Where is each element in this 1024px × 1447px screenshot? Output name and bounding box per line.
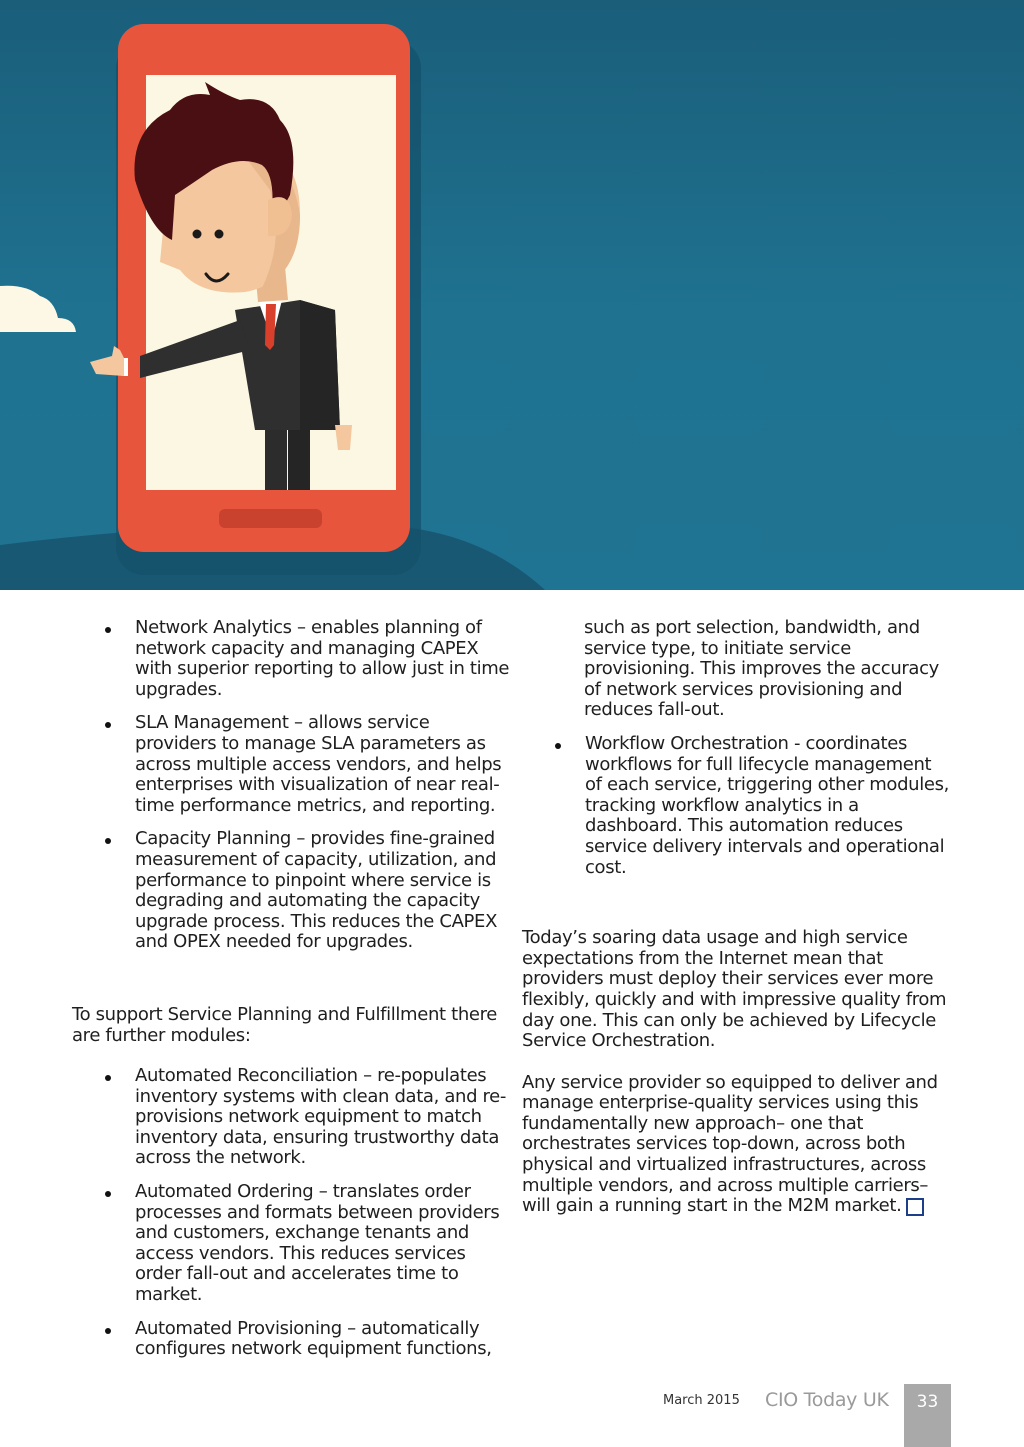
left-column [72, 618, 512, 1373]
magazine-name: CIO Today UK [765, 1389, 889, 1411]
bullet-icon [105, 1328, 111, 1334]
hero-illustration [0, 0, 1024, 590]
bullet-continuation: such as port selection, bandwidth, and service type, to initiate service provisioning. This improves the accuracy of network services provisioning and reduces fall-out. [584, 617, 939, 721]
list-item: Workflow Orchestration - coordinates workflows for full lifecycle management of each service, triggering other modules, tracking workflow analytics in a dashboard. This automation reduces service delivery intervals and operational cost. [522, 734, 952, 878]
list-item: Capacity Planning – provides fine-grained measurement of capacity, utilization, and performance to pinpoint where service is degrading and automating the capacity upgrade process. This reduces the CAPEX and OPEX needed for upgrades. [72, 829, 512, 953]
feature-list-a [72, 618, 512, 953]
paragraph-conclusion: Any service provider so equipped to deliver and manage enterprise-quality services using this fundamentally new approach– one that orchestrates services top-down, across both physical and virtualized infrastructures, across multiple vendors, and across multiple carriers– will gain a running start in the M2M market. [522, 1071, 938, 1217]
feature-list-c [522, 734, 952, 878]
bullet-icon [105, 1075, 111, 1081]
feature-list-b [72, 1066, 512, 1360]
bullet-icon [105, 838, 111, 844]
paragraph-lifecycle: Today’s soaring data usage and high service expectations from the Internet mean that providers must deploy their services ever more flexibly, quickly and with impressive quality from day one. This can only be achieved by Lifecycle Service Orchestration. [522, 927, 947, 1052]
page-number: 33 [904, 1384, 951, 1447]
bullet-icon [105, 1191, 111, 1197]
list-item: Automated Provisioning – automatically configures network equipment functions, [72, 1319, 512, 1360]
list-item: Automated Reconciliation – re-populates inventory systems with clean data, and re-provisions network equipment to match inventory data, ensuring trustworthy data across the network. [72, 1066, 512, 1169]
issue-date: March 2015 [663, 1393, 740, 1408]
list-item: Automated Ordering – translates order processes and formats between providers and customers, exchange tenants and access vendors. This reduces services order fall-out and accelerates time to market. [72, 1182, 512, 1306]
end-mark-icon [906, 1198, 924, 1216]
right-column [522, 618, 952, 1217]
modules-intro: To support Service Planning and Fulfillment there are further modules: [72, 1003, 497, 1046]
list-item: SLA Management – allows service providers to manage SLA parameters as across multiple access vendors, and helps enterprises with visualization of near real-time performance metrics, and reporting. [72, 713, 512, 816]
bullet-icon [105, 722, 111, 728]
bullet-icon [555, 743, 561, 749]
bullet-icon [105, 627, 111, 633]
list-item: Network Analytics – enables planning of network capacity and managing CAPEX with superior reporting to allow just in time upgrades. [72, 618, 512, 700]
